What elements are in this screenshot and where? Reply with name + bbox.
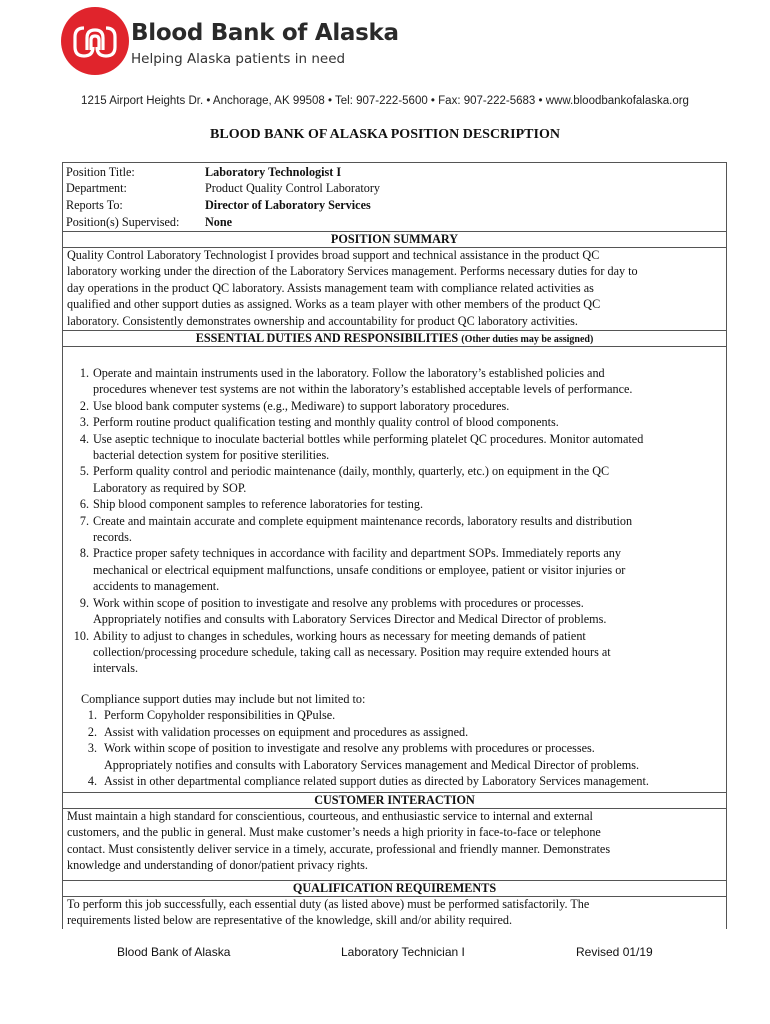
essential-duties-list <box>63 365 723 677</box>
list-item-number: 10. <box>73 628 89 643</box>
contact-line: 1215 Airport Heights Dr. • Anchorage, AK 99508 • Tel: 907-222-5600 • Fax: 907-222-5683 • www.bloodbankofalaska.org <box>81 95 689 107</box>
list-item <box>63 496 723 512</box>
list-item-line: Practice proper safety techniques in accordance with facility and department SOPs. Immediately reports any <box>93 546 621 561</box>
list-item-line: Use blood bank computer systems (e.g., Mediware) to support laboratory procedures. <box>93 398 510 413</box>
list-item-line: Work within scope of position to investigate and resolve any problems with procedures or processes. <box>93 595 584 610</box>
footer-org: Blood Bank of Alaska <box>117 945 231 959</box>
summary-line: Quality Control Laboratory Technologist I provides broad support and technical assistance in the product QC <box>67 248 600 262</box>
list-item-line: Assist with validation processes on equipment and procedures as assigned. <box>104 724 469 739</box>
list-item-line: Work within scope of position to investigate and resolve any problems with procedures or processes. <box>104 741 595 756</box>
customer-line: knowledge and understanding of donor/patient privacy rights. <box>67 858 368 873</box>
list-item-line: Perform quality control and periodic maintenance (daily, monthly, quarterly, etc.) on equipment in the QC <box>93 464 610 479</box>
list-item <box>63 595 723 628</box>
list-item-number: 7. <box>79 513 89 528</box>
list-item <box>81 724 721 740</box>
essential-duties-title: ESSENTIAL DUTIES AND RESPONSIBILITIES <box>195 331 459 345</box>
list-item-line: Assist in other departmental compliance related support duties as directed by Laboratory Services management. <box>104 774 649 789</box>
list-item <box>81 707 721 723</box>
list-item-number: 6. <box>79 497 89 512</box>
org-tagline: Helping Alaska patients in need <box>131 51 346 67</box>
supervised-value: None <box>205 215 233 229</box>
list-item-number: 9. <box>79 595 89 610</box>
position-title-label: Position Title: <box>66 165 135 179</box>
list-item-line: records. <box>93 530 132 545</box>
list-item-number: 5. <box>79 464 89 479</box>
list-item-line: collection/processing procedure schedule, taking call as necessary. Position may require extended hours at <box>93 644 611 659</box>
list-item-line: Create and maintain accurate and complete equipment maintenance records, laboratory results and distribution <box>93 513 633 528</box>
summary-line: qualified and other support duties as assigned. Works as a team player with other members of the product QC <box>67 297 601 312</box>
list-item-number: 4. <box>79 431 89 446</box>
list-item-number: 4. <box>87 774 97 789</box>
list-item-line: Operate and maintain instruments used in the laboratory. Follow the laboratory’s established policies and <box>93 366 605 380</box>
footer-title: Laboratory Technician I <box>341 945 465 959</box>
essential-duties-note: (Other duties may be assigned) <box>461 334 594 345</box>
list-item <box>63 431 723 464</box>
list-item <box>63 463 723 496</box>
reports-to-label: Reports To: <box>66 198 123 212</box>
position-description-box <box>62 162 727 929</box>
department-label: Department: <box>66 181 127 195</box>
list-item-line: Ship blood component samples to reference laboratories for testing. <box>93 497 423 512</box>
list-item <box>63 414 723 430</box>
qualification-line: requirements listed below are representative of the knowledge, skill and/or ability required. <box>67 913 513 928</box>
customer-line: customers, and the public in general. Must make customer’s needs a high priority in face-to-face or telephone <box>67 825 601 840</box>
customer-line: contact. Must consistently deliver service in a timely, accurate, professional and friendly manner. Demonstrates <box>67 841 611 856</box>
list-item-line: accidents to management. <box>93 579 220 594</box>
list-item <box>63 365 723 398</box>
list-item-number: 2. <box>79 398 89 413</box>
footer-revision: Revised 01/19 <box>576 945 653 959</box>
list-item-number: 1. <box>79 366 89 380</box>
list-item <box>63 545 723 594</box>
list-item-line: Use aseptic technique to inoculate bacterial bottles while performing platelet QC procedures. Monitor automated <box>93 431 644 446</box>
list-item-number: 8. <box>79 546 89 561</box>
list-item-number: 1. <box>87 708 97 723</box>
list-item-number: 3. <box>87 741 97 756</box>
blood-bank-logo-icon <box>60 6 130 76</box>
list-item-line: Perform routine product qualification testing and monthly quality control of blood components. <box>93 415 559 430</box>
list-item <box>63 628 723 677</box>
list-item-line: Laboratory as required by SOP. <box>93 480 247 495</box>
qualification-text <box>67 896 722 929</box>
list-item-line: Perform Copyholder responsibilities in QPulse. <box>104 708 336 723</box>
list-item-line: bacterial detection system for positive sterilities. <box>93 448 330 463</box>
position-summary-text <box>67 247 722 329</box>
summary-line: laboratory. Consistently demonstrates ownership and accountability for product QC laboratory activities. <box>67 313 578 328</box>
compliance-intro: Compliance support duties may include but not limited to: <box>81 692 366 706</box>
summary-line: laboratory working under the direction of the Laboratory Services management. Performs necessary duties for day to <box>67 264 638 279</box>
list-item <box>81 773 721 789</box>
customer-interaction-text <box>67 808 722 874</box>
customer-interaction-heading: CUSTOMER INTERACTION <box>63 792 726 809</box>
list-item-line: Appropriately notifies and consults with Laboratory Services management and Medical Director of problems. <box>104 757 640 772</box>
list-item-line: Appropriately notifies and consults with Laboratory Services Director and Medical Director of problems. <box>93 612 607 627</box>
document-title: BLOOD BANK OF ALASKA POSITION DESCRIPTION <box>210 127 560 142</box>
qualification-heading: QUALIFICATION REQUIREMENTS <box>63 880 726 897</box>
org-name: Blood Bank of Alaska <box>131 20 399 46</box>
supervised-label: Position(s) Supervised: <box>66 215 180 229</box>
list-item <box>63 398 723 414</box>
customer-line: Must maintain a high standard for conscientious, courteous, and enthusiastic service to internal and external <box>67 809 593 823</box>
summary-line: day operations in the product QC laboratory. Assists management team with compliance related activities as <box>67 280 594 295</box>
position-summary-heading: POSITION SUMMARY <box>63 231 726 248</box>
department-value: Product Quality Control Laboratory <box>205 181 380 195</box>
compliance-list <box>81 707 721 789</box>
list-item-number: 2. <box>87 724 97 739</box>
qualification-line: To perform this job successfully, each essential duty (as listed above) must be performed satisfactorily. The <box>67 897 590 911</box>
list-item <box>81 740 721 773</box>
list-item-line: procedures whenever test systems are not within the laboratory’s established acceptable levels of performance. <box>93 382 633 397</box>
list-item-line: Ability to adjust to changes in schedules, working hours as necessary for meeting demands of patient <box>93 628 586 643</box>
compliance-duties <box>81 691 721 789</box>
position-title-value: Laboratory Technologist I <box>205 165 342 179</box>
list-item-line: mechanical or electrical equipment malfunctions, unsafe conditions or employee, patient or visitor injuries or <box>93 562 626 577</box>
reports-to-value: Director of Laboratory Services <box>205 198 371 212</box>
list-item-number: 3. <box>79 415 89 430</box>
list-item-line: intervals. <box>93 661 139 676</box>
essential-duties-heading <box>63 330 726 347</box>
list-item <box>63 513 723 546</box>
